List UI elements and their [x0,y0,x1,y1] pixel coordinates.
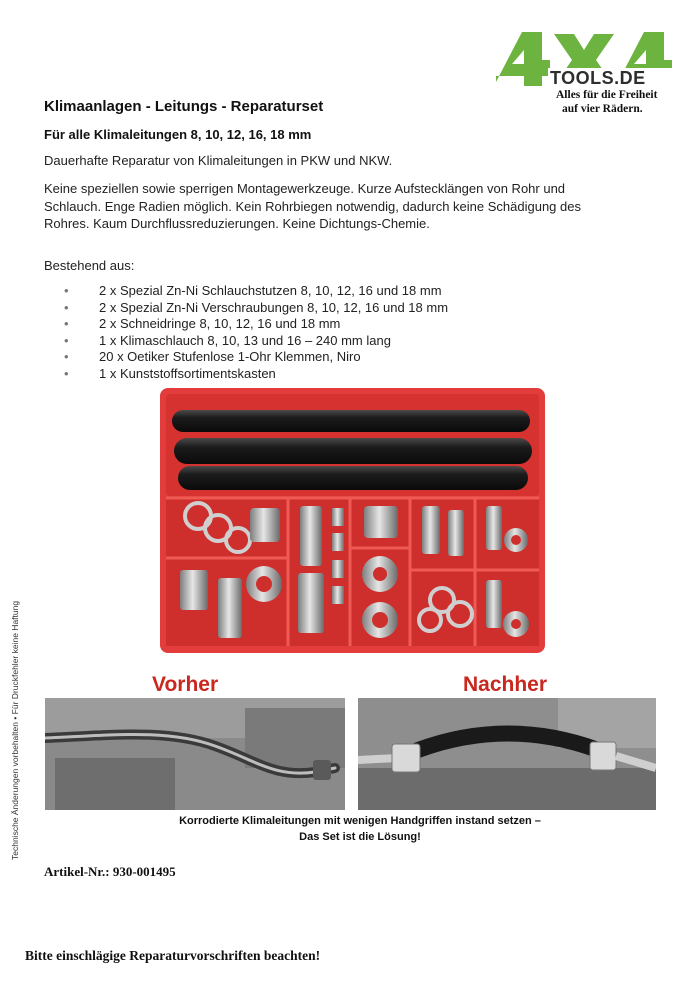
comparison-caption [100,813,620,845]
footer-note: Bitte einschlägige Reparaturvorschriften beachten! [25,948,321,963]
list-item-text: 2 x Schneidringe 8, 10, 12, 16 und 18 mm [99,316,341,332]
product-description [44,180,654,233]
list-item [64,349,624,366]
description-line: Rohres. Kaum Durchflussreduzierungen. Keine Dichtungs-Chemie. [44,216,430,231]
consists-of-label: Bestehend aus: [44,258,135,273]
article-number [44,864,176,880]
list-item-text: 2 x Spezial Zn-Ni Schlauchstutzen 8, 10, 12, 16 und 18 mm [99,283,442,298]
bullet-icon: • [64,316,69,332]
list-item [64,316,624,333]
article-value: 930-001495 [112,864,176,879]
list-item [64,366,624,383]
product-title: Klimaanlagen - Leitungs - Reparaturset [44,98,324,115]
product-intro: Dauerhafte Reparatur von Klimaleitungen in PKW und NKW. [44,153,393,168]
after-label: Nachher [463,673,548,696]
product-case-image [160,388,545,653]
list-item-text: 1 x Kunststoffsortimentskasten [99,365,276,381]
item-list [64,283,624,383]
before-photo [45,698,345,810]
logo-tagline [556,88,686,116]
list-item-text: 1 x Klimaschlauch 8, 10, 13 und 16 – 240 mm lang [99,332,391,348]
caption-line-2: Das Set ist die Lösung! [299,831,421,843]
product-subtitle: Für alle Klimaleitungen 8, 10, 12, 16, 18 mm [44,127,312,142]
list-item [64,300,624,317]
list-item-text: 20 x Oetiker Stufenlose 1-Ohr Klemmen, Niro [99,349,361,365]
list-item [64,283,624,300]
bullet-icon: • [64,365,69,381]
bullet-icon: • [64,349,69,365]
description-line: Keine speziellen sowie sperrigen Montagewerkzeuge. Kurze Aufstecklängen von Rohr und [44,181,566,196]
list-item-text: 2 x Spezial Zn-Ni Verschraubungen 8, 10, 12, 16 und 18 mm [99,299,449,315]
tagline-line-1: Alles für die Freiheit [556,89,658,101]
after-photo [358,698,656,810]
hose-1 [172,410,530,432]
bullet-icon: • [64,283,69,298]
hose-2 [174,438,532,464]
caption-line-1: Korrodierte Klimaleitungen mit wenigen Handgriffen instand setzen – [179,815,541,827]
article-label: Artikel-Nr.: [44,864,110,879]
before-label: Vorher [152,673,219,696]
list-item [64,333,624,350]
bullet-icon: • [64,332,69,348]
description-line: Schlauch. Enge Radien möglich. Kein Rohrbiegen notwendig, dadurch keine Schädigung des [44,198,581,214]
legal-side-note: Technische Änderungen vorbehalten • Für Druckfehler keine Haftung [10,600,20,860]
bullet-icon: • [64,299,69,315]
tagline-line-2: auf vier Rädern. [562,103,643,115]
hose-3 [178,466,528,490]
logo-subtext: TOOLS.DE [550,68,646,88]
